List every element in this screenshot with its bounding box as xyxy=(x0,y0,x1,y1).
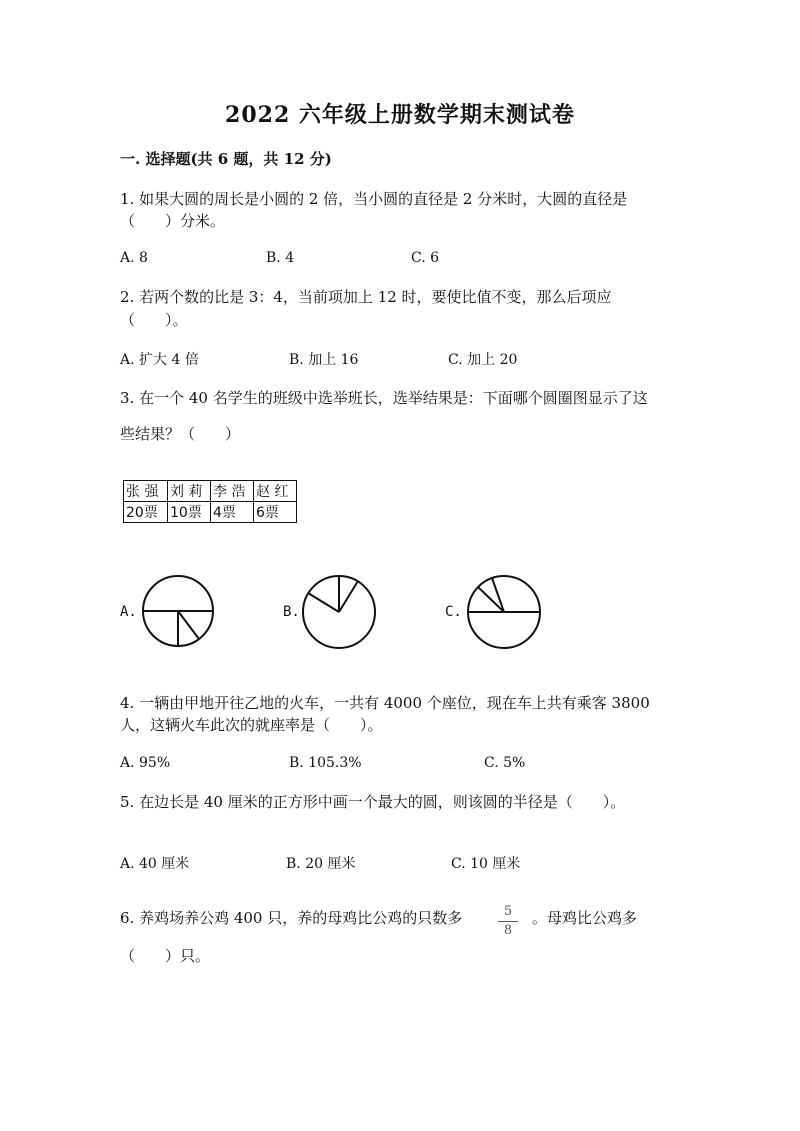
question-4-option-c: C. 5% xyxy=(484,755,526,771)
question-2-option-c: C. 加上 20 xyxy=(448,352,518,368)
vote-table-count: 20票 xyxy=(124,502,168,523)
fraction-denominator: 8 xyxy=(503,923,513,938)
question-4-line-2: 人，这辆火车此次的就座率是（ ）。 xyxy=(120,716,383,734)
pie-option-a-label: A. xyxy=(120,604,137,620)
question-2-option-a: A. 扩大 4 倍 xyxy=(120,352,199,368)
vote-table-count: 4票 xyxy=(211,502,254,523)
question-5-option-b: B. 20 厘米 xyxy=(286,856,356,872)
section-heading: 一. 选择题(共 6 题，共 12 分) xyxy=(120,150,332,168)
pie-chart-option-a xyxy=(141,571,217,653)
vote-table-count-row xyxy=(124,502,297,523)
question-5-line-1: 5. 在边长是 40 厘米的正方形中画一个最大的圆，则该圆的半径是（ ）。 xyxy=(120,793,626,811)
fraction-five-eighths xyxy=(498,904,518,939)
question-1-option-c: C. 6 xyxy=(411,250,440,266)
vote-table-count: 10票 xyxy=(168,502,211,523)
question-2-line-1: 2. 若两个数的比是 3：4，当前项加上 12 时，要使比值不变，那么后项应 xyxy=(120,288,612,306)
question-2-option-b: B. 加上 16 xyxy=(289,352,359,368)
question-5-option-a: A. 40 厘米 xyxy=(120,856,190,872)
vote-table-count: 6票 xyxy=(254,502,297,523)
question-6-line-1a: 6. 养鸡场养公鸡 400 只，养的母鸡比公鸡的只数多 xyxy=(120,909,463,927)
fraction-bar xyxy=(498,921,518,922)
question-1-option-a: A. 8 xyxy=(120,250,148,266)
vote-table xyxy=(123,480,297,523)
fraction-numerator: 5 xyxy=(503,904,513,919)
pie-chart-option-b xyxy=(300,571,380,655)
pie-chart-option-c xyxy=(465,570,545,654)
page-title: 2022 六年级上册数学期末测试卷 xyxy=(225,102,575,128)
question-4-line-1: 4. 一辆由甲地开往乙地的火车，一共有 4000 个座位，现在车上共有乘客 3800 xyxy=(120,694,650,712)
question-3-line-2: 些结果？（ ） xyxy=(120,425,241,443)
question-4-option-a: A. 95% xyxy=(120,755,171,771)
pie-option-c-label: C. xyxy=(445,604,462,620)
vote-table-name: 刘 莉 xyxy=(168,481,211,502)
question-6-line-2: （ ）只。 xyxy=(120,947,211,965)
question-1-line-1: 1. 如果大圆的周长是小圆的 2 倍，当小圆的直径是 2 分米时，大圆的直径是 xyxy=(120,190,628,208)
vote-table-name: 张 强 xyxy=(124,481,168,502)
question-1-option-b: B. 4 xyxy=(266,250,295,266)
vote-table-name-row xyxy=(124,481,297,502)
question-6-line-1b: 。母鸡比公鸡多 xyxy=(532,909,638,927)
pie-option-b-label: B. xyxy=(283,604,300,620)
vote-table-name: 李 浩 xyxy=(211,481,254,502)
question-4-option-b: B. 105.3% xyxy=(289,755,362,771)
question-1-line-2: （ ）分米。 xyxy=(120,212,226,230)
question-3-line-1: 3. 在一个 40 名学生的班级中选举班长，选举结果是：下面哪个圆圈图显示了这 xyxy=(120,389,648,407)
question-2-line-2: （ ）。 xyxy=(120,311,188,329)
vote-table-name: 赵 红 xyxy=(254,481,297,502)
question-5-option-c: C. 10 厘米 xyxy=(451,856,521,872)
